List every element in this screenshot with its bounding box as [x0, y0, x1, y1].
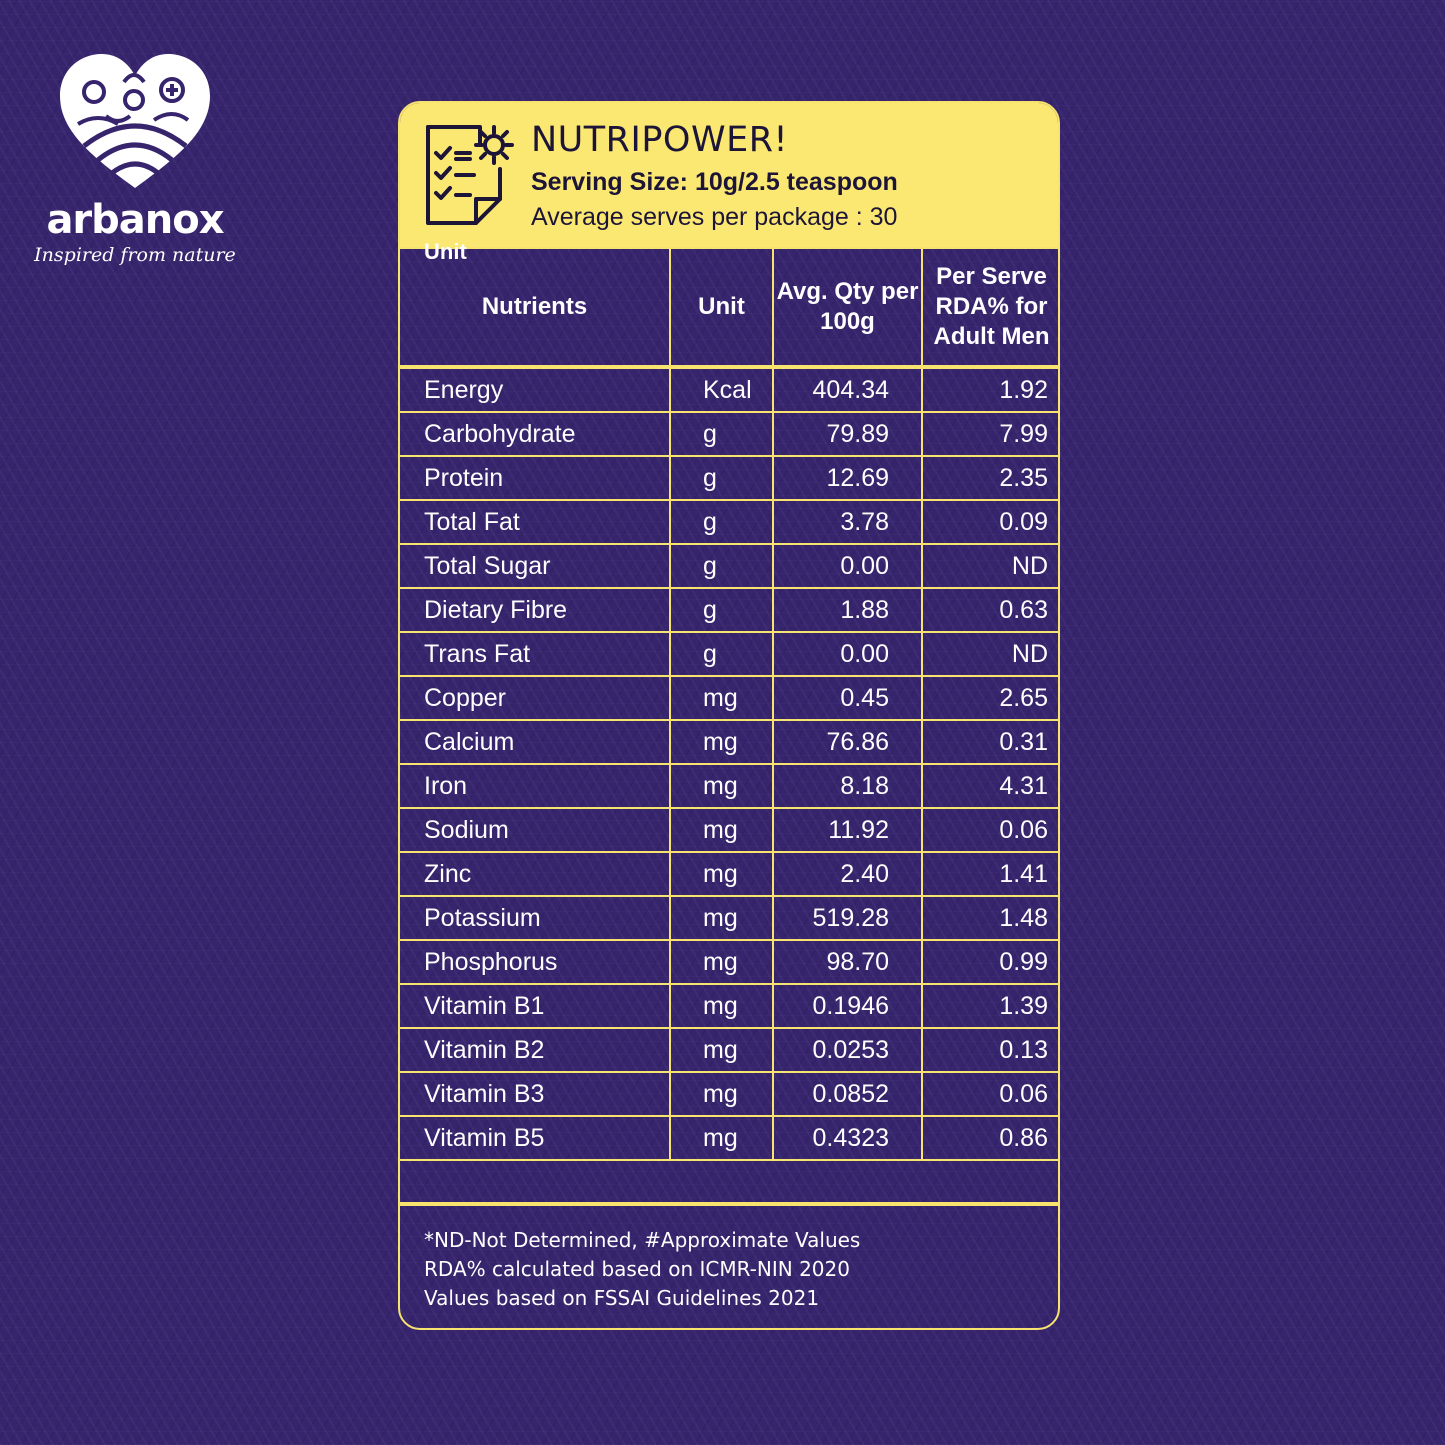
nutrient-unit: g: [670, 412, 773, 456]
nutrient-name: Vitamin B3: [400, 1072, 670, 1116]
footnote-line: *ND-Not Determined, #Approximate Values: [424, 1228, 861, 1252]
table-row: [400, 1072, 1060, 1116]
table-header-row: [400, 248, 1060, 367]
checklist-gear-icon: [422, 123, 518, 231]
table-row: [400, 984, 1060, 1028]
table-row: [400, 764, 1060, 808]
avg-qty-value: 2.40: [773, 852, 922, 896]
footnote-line: RDA% calculated based on ICMR-NIN 2020: [424, 1257, 850, 1281]
nutrient-unit: mg: [670, 940, 773, 984]
nutrition-table: [400, 239, 1060, 1161]
nutrient-name: Total Sugar: [400, 544, 670, 588]
nutrient-name: Zinc: [400, 852, 670, 896]
avg-qty-value: 8.18: [773, 764, 922, 808]
table-row: [400, 896, 1060, 940]
avg-qty-value: 0.0852: [773, 1072, 922, 1116]
rda-value: 7.99: [922, 412, 1060, 456]
rda-value: ND: [922, 544, 1060, 588]
rda-value: 0.09: [922, 500, 1060, 544]
rda-value: 0.31: [922, 720, 1060, 764]
table-row: [400, 852, 1060, 896]
table-row: [400, 500, 1060, 544]
rda-value: 0.99: [922, 940, 1060, 984]
avg-qty-value: 1.88: [773, 588, 922, 632]
table-row: [400, 367, 1060, 412]
header-corner-label: Unit: [424, 239, 467, 264]
avg-qty-value: 0.4323: [773, 1116, 922, 1160]
table-row: [400, 632, 1060, 676]
rda-value: ND: [922, 632, 1060, 676]
brand-tagline: Inspired from nature: [34, 244, 236, 266]
avg-qty-value: 404.34: [773, 367, 922, 412]
rda-value: 2.65: [922, 676, 1060, 720]
rda-value: 1.39: [922, 984, 1060, 1028]
nutrient-unit: mg: [670, 1028, 773, 1072]
header-avg-qty: Avg. Qty per 100g: [773, 248, 922, 367]
rda-value: 1.92: [922, 367, 1060, 412]
panel-title: NUTRIPOWER!: [531, 120, 789, 160]
table-body: [400, 367, 1060, 1160]
rda-value: 1.48: [922, 896, 1060, 940]
nutrient-unit: g: [670, 456, 773, 500]
nutrient-name: Potassium: [400, 896, 670, 940]
table-row: [400, 412, 1060, 456]
avg-qty-value: 0.0253: [773, 1028, 922, 1072]
nutrient-name: Vitamin B2: [400, 1028, 670, 1072]
serving-size: Serving Size: 10g/2.5 teaspoon: [531, 168, 898, 196]
table-row: [400, 544, 1060, 588]
avg-qty-value: 12.69: [773, 456, 922, 500]
nutrient-unit: g: [670, 632, 773, 676]
avg-qty-value: 0.45: [773, 676, 922, 720]
rda-value: 1.41: [922, 852, 1060, 896]
rda-value: 2.35: [922, 456, 1060, 500]
nutrient-name: Calcium: [400, 720, 670, 764]
nutrient-unit: mg: [670, 1072, 773, 1116]
nutrient-unit: mg: [670, 764, 773, 808]
nutrient-name: Vitamin B5: [400, 1116, 670, 1160]
avg-qty-value: 0.00: [773, 544, 922, 588]
avg-qty-value: 0.00: [773, 632, 922, 676]
rda-value: 0.63: [922, 588, 1060, 632]
avg-qty-value: 3.78: [773, 500, 922, 544]
nutrient-name: Protein: [400, 456, 670, 500]
rda-value: 0.06: [922, 808, 1060, 852]
nutrient-name: Vitamin B1: [400, 984, 670, 1028]
table-row: [400, 940, 1060, 984]
nutrient-unit: Kcal: [670, 367, 773, 412]
rda-value: 0.86: [922, 1116, 1060, 1160]
avg-qty-value: 11.92: [773, 808, 922, 852]
brand-logo: [30, 50, 240, 266]
table-row: [400, 1028, 1060, 1072]
rda-value: 0.13: [922, 1028, 1060, 1072]
nutrient-name: Total Fat: [400, 500, 670, 544]
brand-name: arbanox: [46, 197, 224, 243]
table-row: [400, 588, 1060, 632]
nutrient-unit: g: [670, 588, 773, 632]
nutrient-name: Energy: [400, 367, 670, 412]
nutrient-unit: mg: [670, 896, 773, 940]
avg-qty-value: 0.1946: [773, 984, 922, 1028]
rda-value: 0.06: [922, 1072, 1060, 1116]
table-row: [400, 808, 1060, 852]
nutrition-panel: [398, 101, 1060, 1330]
table-row: [400, 1116, 1060, 1160]
nutrient-unit: mg: [670, 852, 773, 896]
avg-qty-value: 76.86: [773, 720, 922, 764]
table-row: [400, 456, 1060, 500]
nutrient-name: Phosphorus: [400, 940, 670, 984]
footnotes: [400, 1202, 1058, 1330]
nutrient-unit: mg: [670, 676, 773, 720]
avg-qty-value: 98.70: [773, 940, 922, 984]
avg-qty-value: 79.89: [773, 412, 922, 456]
nutrient-unit: g: [670, 500, 773, 544]
nutrient-unit: g: [670, 544, 773, 588]
table-row: [400, 676, 1060, 720]
nutrient-name: Iron: [400, 764, 670, 808]
serves-per-package: Average serves per package : 30: [531, 203, 898, 231]
header-unit: Unit: [670, 248, 773, 367]
footnote-line: Values based on FSSAI Guidelines 2021: [424, 1286, 820, 1310]
nutrient-unit: mg: [670, 984, 773, 1028]
nutrient-name: Trans Fat: [400, 632, 670, 676]
panel-header: [400, 103, 1058, 247]
heart-logo-icon: [54, 50, 216, 192]
table-row: [400, 720, 1060, 764]
nutrient-name: Dietary Fibre: [400, 588, 670, 632]
avg-qty-value: 519.28: [773, 896, 922, 940]
header-nutrients: Unit Nutrients: [400, 248, 670, 367]
nutrient-name: Copper: [400, 676, 670, 720]
nutrient-name: Sodium: [400, 808, 670, 852]
header-rda: Per Serve RDA% for Adult Men: [922, 248, 1060, 367]
nutrient-unit: mg: [670, 1116, 773, 1160]
nutrient-unit: mg: [670, 720, 773, 764]
nutrient-unit: mg: [670, 808, 773, 852]
rda-value: 4.31: [922, 764, 1060, 808]
nutrient-name: Carbohydrate: [400, 412, 670, 456]
